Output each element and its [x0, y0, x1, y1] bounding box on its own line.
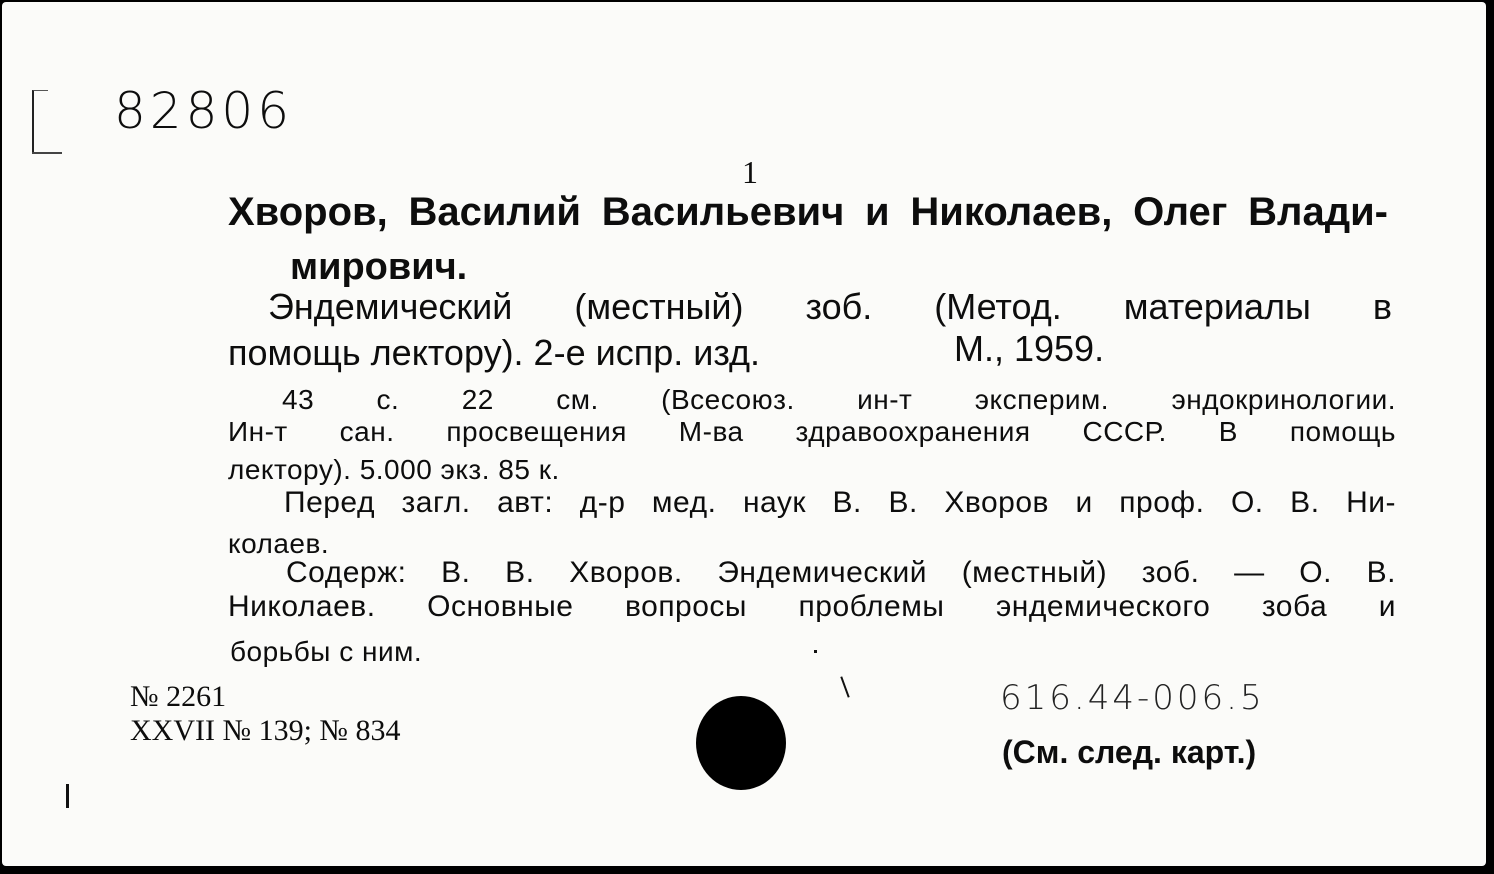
- title-line-1: Эндемический (местный) зоб. (Метод. материалы в: [268, 286, 1392, 327]
- classification-code: 616.44-006.5: [1000, 678, 1265, 718]
- registry-volume: XXVII № 139; № 834: [130, 714, 401, 747]
- imprint: М., 1959.: [954, 328, 1105, 369]
- collation-line-2: Ин-т сан. просвещения М-ва здравоохранения СССР. В помощь: [228, 416, 1396, 447]
- title-line-2: помощь лектору). 2-е испр. изд.: [228, 332, 761, 373]
- corner-bracket-mark: [32, 90, 48, 153]
- margin-tick-mark: [66, 784, 69, 808]
- contents-line-1: Содерж: В. В. Хворов. Эндемический (местный) зоб. — О. В.: [286, 556, 1396, 589]
- corner-bracket-foot: [32, 152, 62, 154]
- collation-line-1: 43 с. 22 см. (Всесоюз. ин-т эксперим. эндокринологии.: [282, 384, 1396, 415]
- collation-line-3: лектору). 5.000 экз. 85 к.: [228, 454, 560, 485]
- author-note-line-2: колаев.: [228, 528, 330, 559]
- inventory-number: 82806: [114, 82, 294, 140]
- contents-line-2: Николаев. Основные вопросы проблемы эндемического зоба и: [228, 590, 1396, 623]
- continued-note: (См. след. карт.): [1002, 734, 1257, 770]
- registry-number: № 2261: [130, 680, 227, 713]
- stray-tick-mark: [840, 676, 849, 697]
- card-paper: [2, 2, 1486, 866]
- contents-line-3: борьбы с ним.: [230, 636, 423, 667]
- heading-line-2: мирович.: [290, 246, 468, 288]
- author-note-line-1: Перед загл. авт: д-р мед. наук В. В. Хворов и проф. О. В. Ни-: [284, 486, 1396, 519]
- punch-hole: [696, 696, 786, 790]
- card-number: 1: [742, 154, 758, 190]
- stray-dot-mark: [814, 650, 817, 653]
- heading-line-1: Хворов, Василий Васильевич и Николаев, Олег Влади-: [228, 190, 1388, 234]
